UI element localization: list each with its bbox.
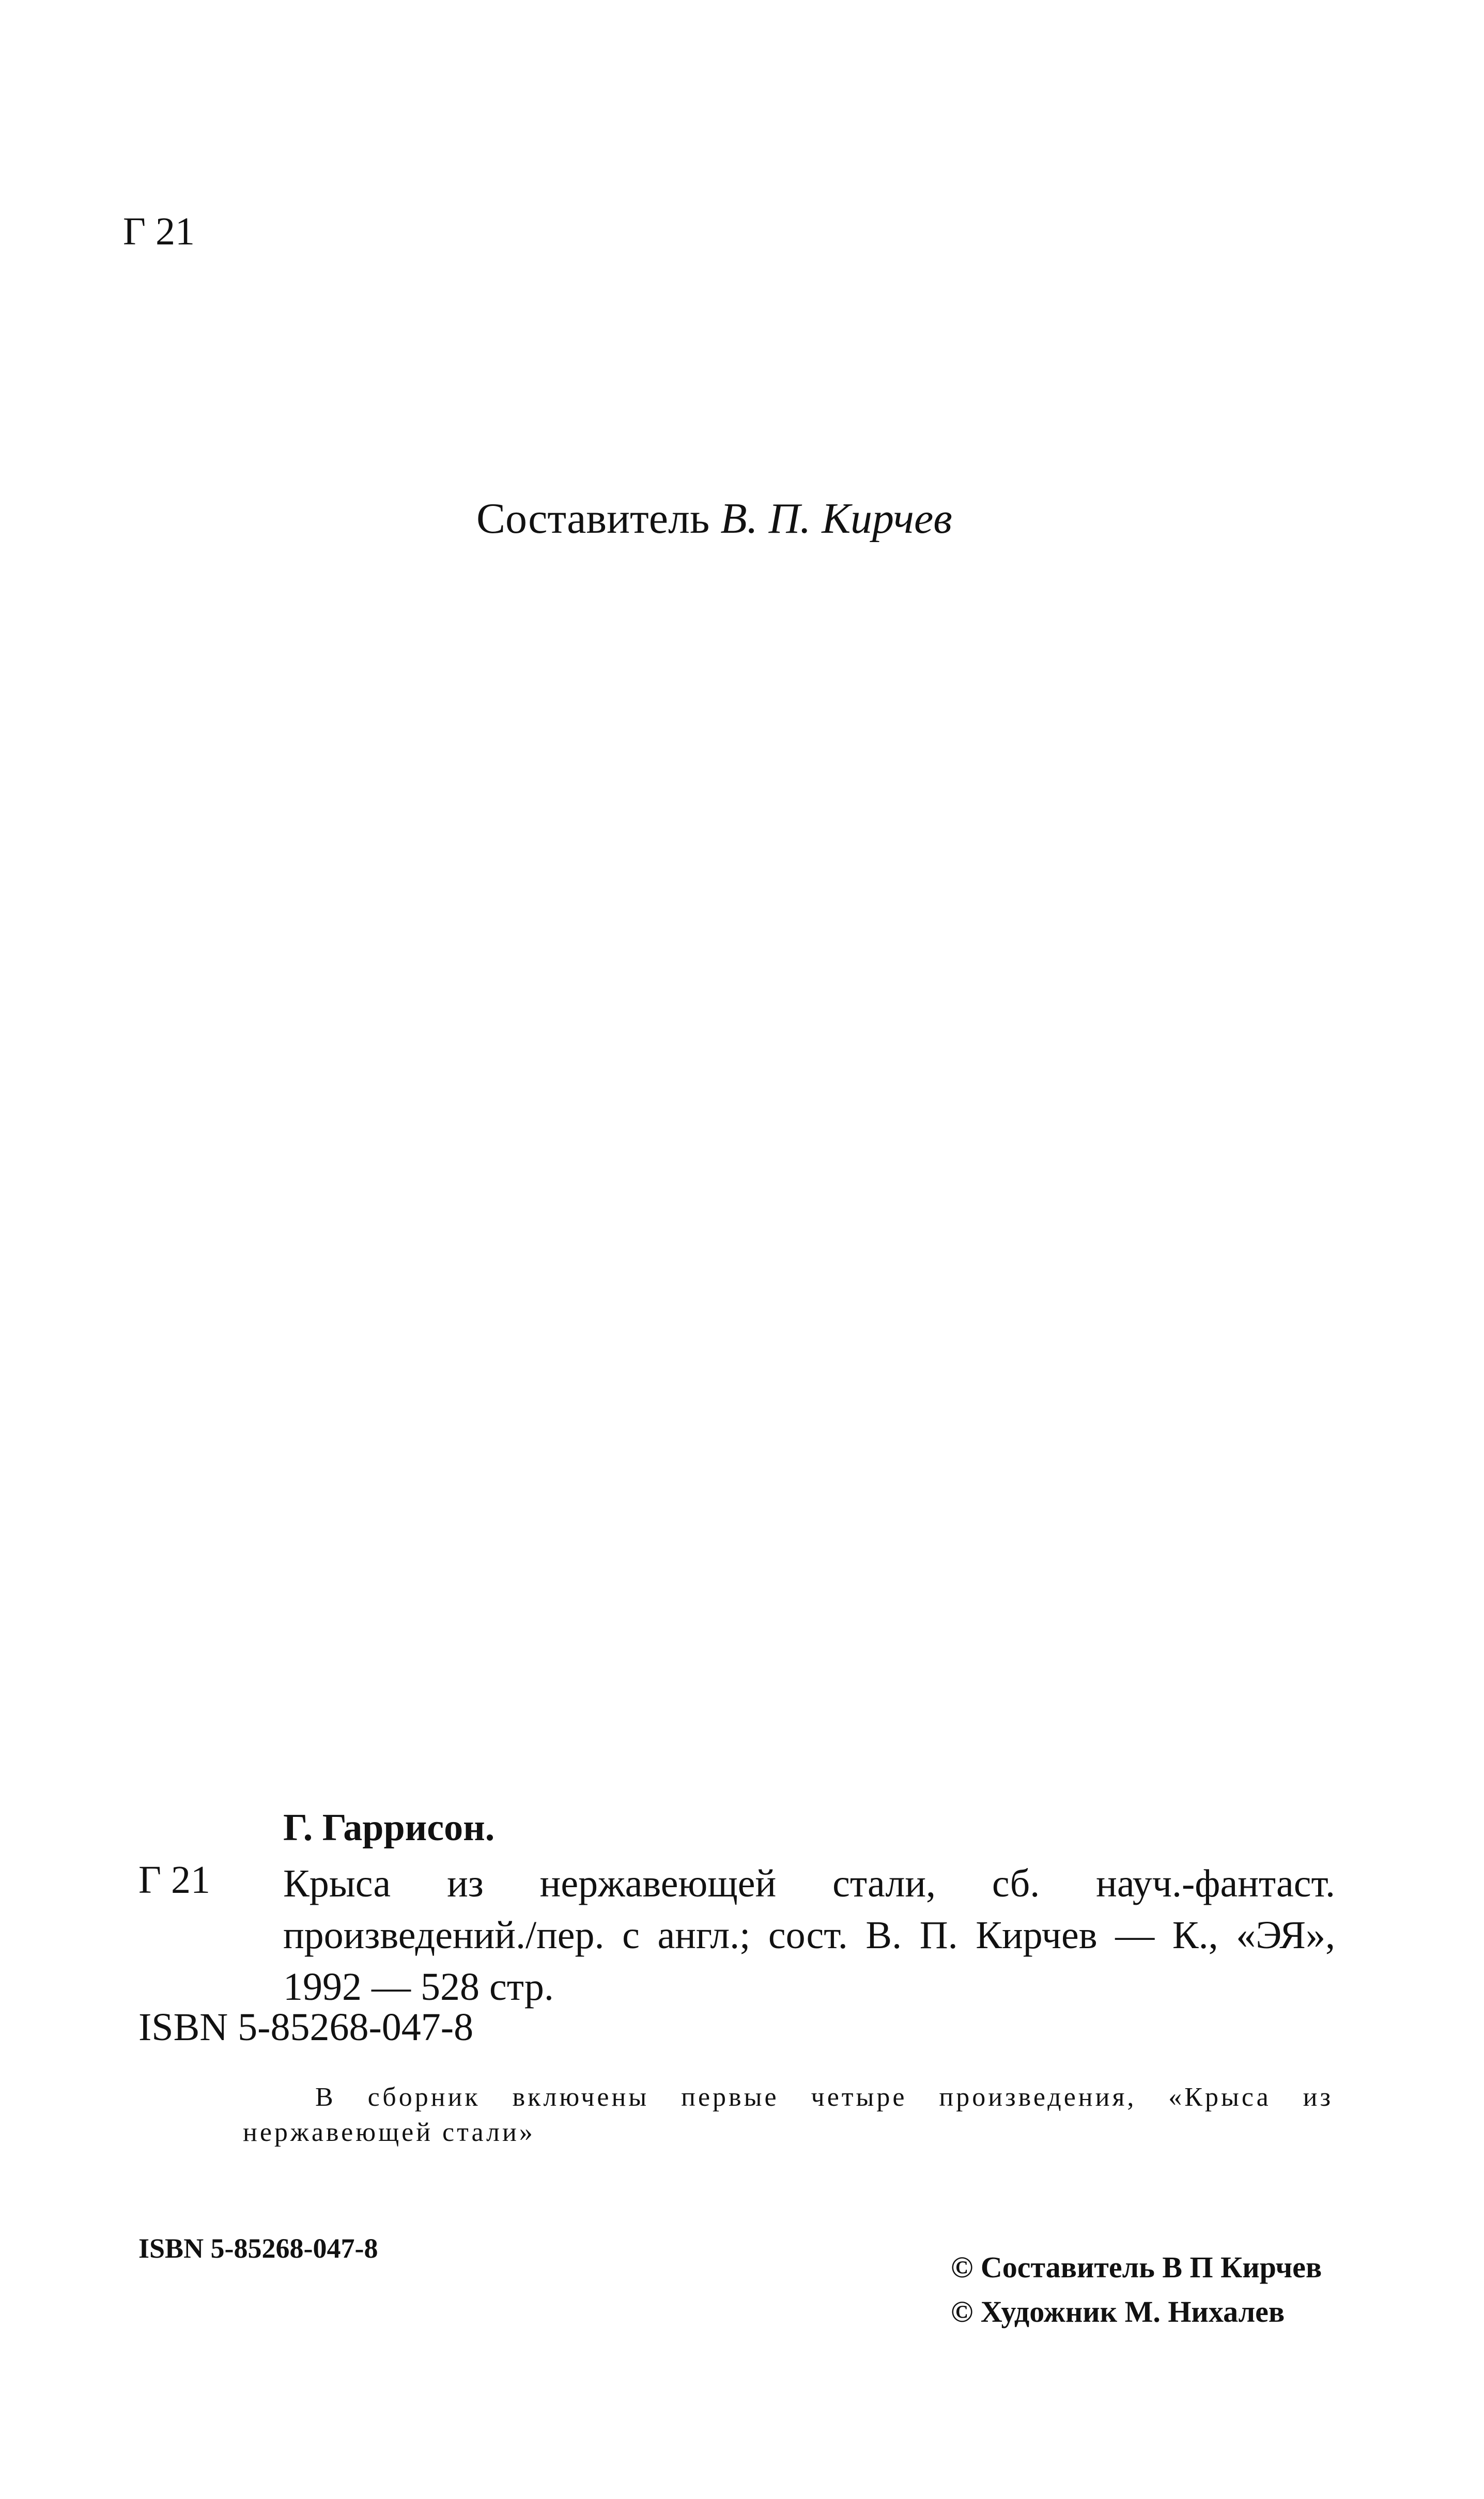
catalog-author: Г. Гаррисон. — [283, 1807, 495, 1849]
bottom-isbn: ISBN 5-85268-047-8 — [138, 2233, 378, 2264]
copyright-artist-text: Художник М. Нихалев — [980, 2295, 1285, 2328]
compiler-name: В. П. Кирчев — [720, 495, 952, 543]
copyright-icon: © — [951, 2295, 973, 2328]
compiler-credit — [476, 493, 952, 544]
catalog-description: Крыса из нержавеющей стали, сб. науч.-фантаст. произведений./пер. с англ.; сост. В. П. Кирчев — К., «ЭЯ», 1992 — 528 стр. — [283, 1862, 1335, 2009]
copyright-artist — [951, 2290, 1322, 2334]
catalog-annotation: В сборник включены первые четыре произведения, «Крыса из нержавеющей стали» — [243, 2082, 1333, 2147]
catalog-library-code: Г 21 — [138, 1858, 210, 1902]
copyright-compiler — [951, 2245, 1322, 2290]
compiler-label: Составитель — [476, 495, 710, 543]
catalog-isbn: ISBN 5-85268-047-8 — [138, 2006, 474, 2049]
copyright-block — [951, 2245, 1322, 2334]
copyright-compiler-text: Составитель В П Кирчев — [980, 2250, 1322, 2284]
copyright-icon: © — [951, 2250, 973, 2284]
library-code-top: Г 21 — [123, 210, 195, 253]
